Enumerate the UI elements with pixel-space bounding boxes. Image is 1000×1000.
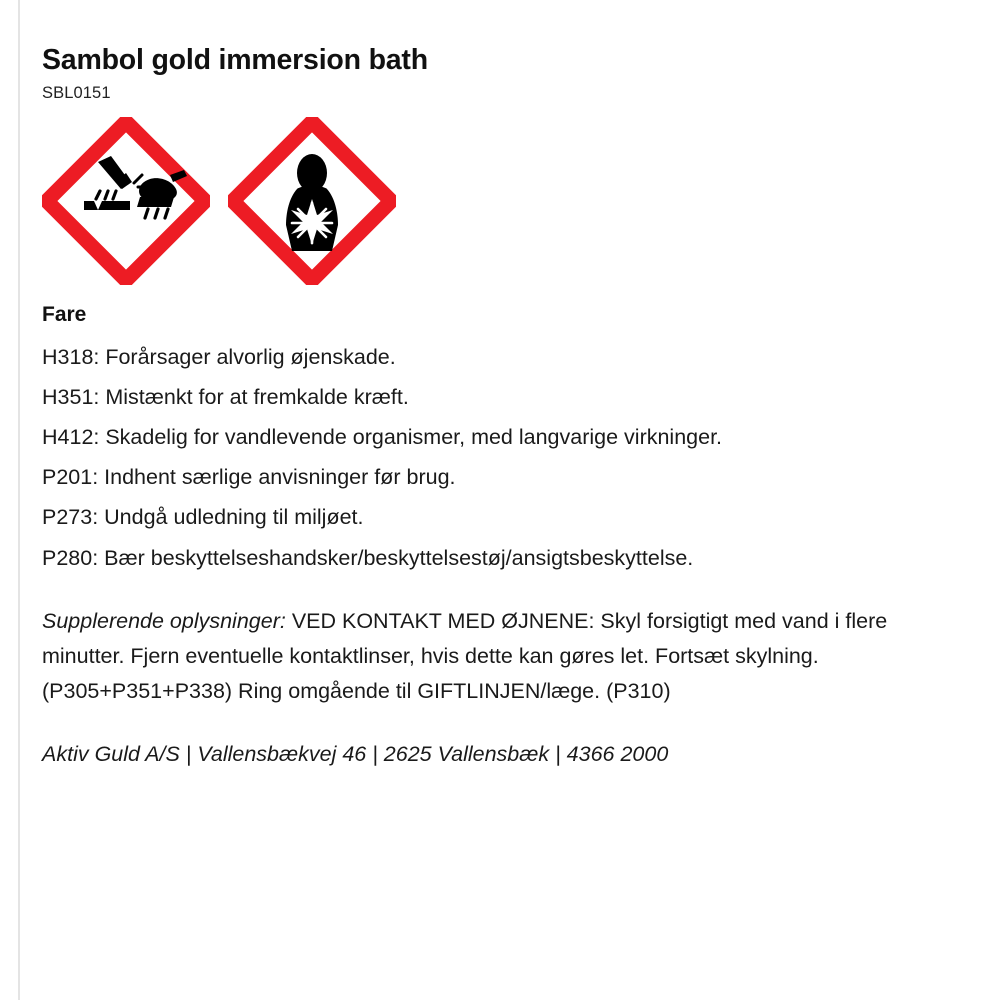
label-content: [42, 44, 942, 771]
ghs-corrosion-pictogram: [42, 117, 210, 285]
supplemental-information-label: Supplerende oplysninger:: [42, 608, 286, 633]
left-margin-rule: [18, 0, 20, 1000]
list-item: P273: Undgå udledning til miljøet.: [42, 505, 364, 530]
list-item: P201: Indhent særlige anvisninger før brug.: [42, 465, 456, 490]
supplemental-information: [42, 604, 922, 708]
list-item: H351: Mistænkt for at fremkalde kræft.: [42, 384, 409, 409]
signal-word: Fare: [42, 302, 87, 326]
pictogram-row: [42, 117, 942, 285]
ghs-health-hazard-pictogram: [228, 117, 396, 285]
product-code: SBL0151: [42, 83, 111, 102]
supplier-details: Aktiv Guld A/S | Vallensbækvej 46 | 2625 Vallensbæk | 4366 2000: [42, 742, 669, 767]
page-title: Sambol gold immersion bath: [42, 44, 428, 76]
list-item: H318: Forårsager alvorlig øjenskade.: [42, 344, 396, 369]
hazard-statement-list: [42, 337, 942, 578]
list-item: P280: Bær beskyttelseshandsker/beskyttelsestøj/ansigtsbeskyttelse.: [42, 545, 694, 570]
supplemental-information-text: VED KONTAKT MED ØJNENE: Skyl forsigtigt med vand i flere minutter. Fjern eventuelle kontaktlinser, hvis dette kan gøres let. Fortsæt skylning. (P305+P351+P338) Ring omgående til GIFTLINJEN/læge. (P310): [42, 608, 888, 703]
list-item: H412: Skadelig for vandlevende organismer, med langvarige virkninger.: [42, 425, 723, 450]
